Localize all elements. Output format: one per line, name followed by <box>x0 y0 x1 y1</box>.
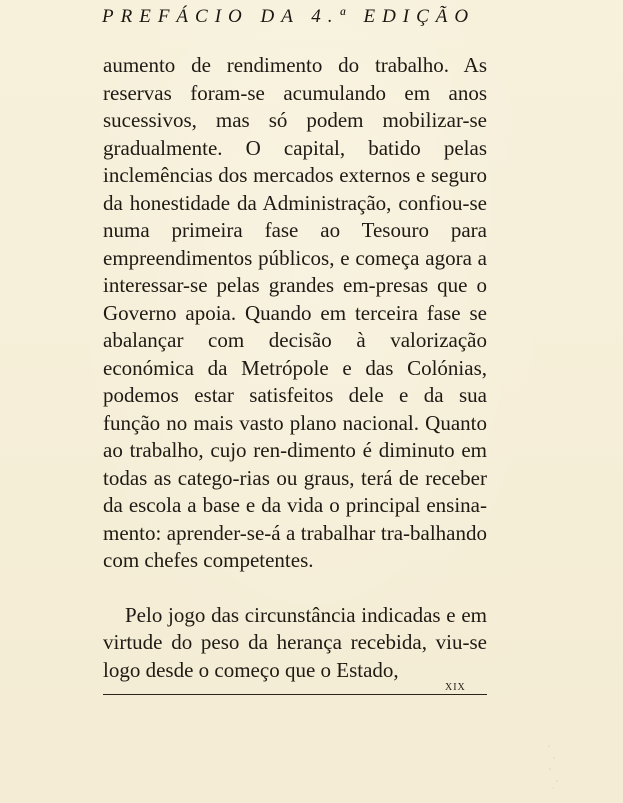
paragraph-1: aumento de rendimento do trabalho. As reservas foram-se acumulando em anos sucessivos, mas só podem mobilizar-se gradualmente. O capital, batido pelas inclemências dos mercados externos e seguro da honestidade da Administração, confiou-se numa primeira fase ao Tesouro para empreendimentos públicos, e começa agora a interessar-se pelas grandes em-presas que o Governo apoia. Quando em terceira fase se abalançar com decisão à valorização económica da Metrópole e das Colónias, podemos estar satisfeitos dele e da sua função no mais vasto plano nacional. Quanto ao trabalho, cujo ren-dimento é diminuto em todas as catego-rias ou graus, terá de receber da escola a base e da vida o principal ensina-mento: aprender-se-á a trabalhar tra-balhando com chefes competentes. <box>103 53 487 572</box>
paper-specks-icon <box>545 742 565 792</box>
page-number: XIX <box>445 682 466 693</box>
running-header: PREFÁCIO DA 4.ª EDIÇÃO <box>102 6 476 27</box>
paragraph-2: Pelo jogo das circunstância indicadas e em virtude do peso da herança recebida, viu-se logo desde o começo que o Estado, <box>103 602 487 682</box>
footer-rule <box>103 694 487 695</box>
body-text <box>103 52 487 684</box>
